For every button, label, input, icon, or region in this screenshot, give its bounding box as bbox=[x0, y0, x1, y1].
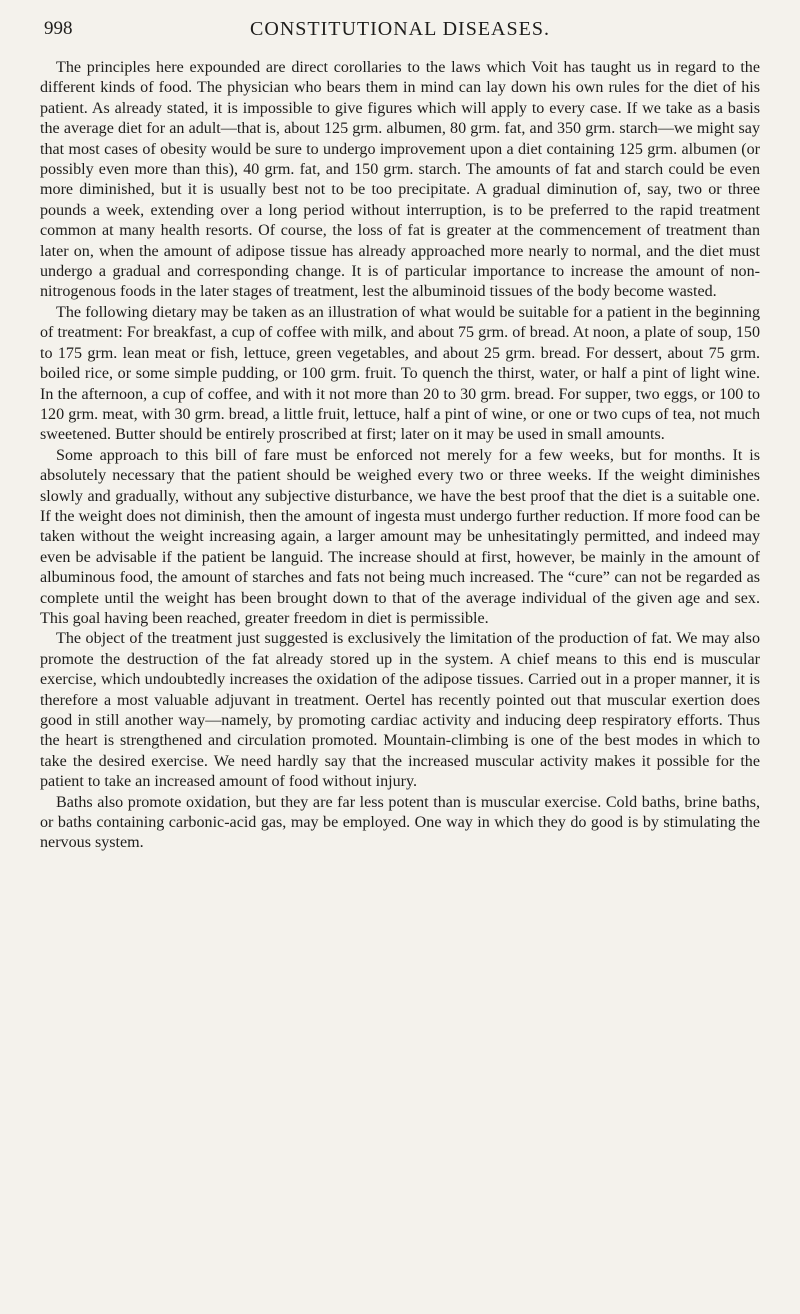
book-page bbox=[40, 8, 760, 854]
page-number: 998 bbox=[44, 18, 73, 39]
paragraph-sample-dietary: The following dietary may be taken as an illustration of what would be suitable for a patient in the beginning of treatment: For breakfast, a cup of coffee with milk, and about 75 grm. of bread. At noon, a plate of soup, 150 to 175 grm. lean meat or fish, lettuce, green vegetables, and about 25 grm. bread. For dessert, about 75 grm. boiled rice, or some simple pudding, or 100 grm. fruit. To quench the thirst, water, or half a pint of light wine. In the afternoon, a cup of coffee, and with it not more than 20 to 30 grm. bread. For supper, two eggs, or 100 to 120 grm. meat, with 30 grm. bread, a little fruit, lettuce, half a pint of wine, or one or two cups of tea, not much sweetened. Butter should be entirely proscribed at first; later on it may be used in small amounts. bbox=[40, 303, 760, 444]
paragraph-baths: Baths also promote oxidation, but they are far less potent than is muscular exercise. Cold baths, brine baths, or baths containing carbonic-acid gas, may be employed. One way in which they do good is by stimulating the nervous system. bbox=[40, 793, 760, 852]
paragraph-muscular-exercise: The object of the treatment just suggested is exclusively the limitation of the production of fat. We may also promote the destruction of the fat already stored up in the system. A chief means to this end is muscular exercise, which undoubtedly increases the oxidation of the adipose tissues. Carried out in a proper manner, it is therefore a most valuable adjuvant in treatment. Oertel has recently pointed out that muscular exertion does good in still another way—namely, by promoting cardiac activity and inducing deep respiratory efforts. Thus the heart is strengthened and circulation promoted. Mountain-climbing is one of the best modes in which to take the desired exercise. We need hardly say that the increased muscular activity makes it possible for the patient to take an increased amount of food without injury. bbox=[40, 630, 760, 791]
running-head bbox=[40, 8, 760, 44]
paragraph-weighing-regimen: Some approach to this bill of fare must be enforced not merely for a few weeks, but for months. It is absolutely necessary that the patient should be weighed every two or three weeks. If the weight diminishes slowly and gradually, without any subjective disturbance, we have the best proof that the diet is a suitable one. If the weight does not diminish, then the amount of ingesta must undergo further reduction. If more food can be taken without the weight increasing again, a larger amount may be unhesitatingly permitted, and indeed may even be advisable if the patient be languid. The increase should at first, however, be mainly in the amount of albuminous food, the amount of starches and fats not being much increased. The “cure” can not be regarded as complete until the weight has been brought down to that of the average individual of the given age and sex. This goal having been reached, greater freedom in diet is permissible. bbox=[40, 446, 760, 627]
paragraph-diet-principles: The principles here expounded are direct corollaries to the laws which Voit has taught us in regard to the different kinds of food. The physician who bears them in mind can lay down his own rules for the diet of his patient. As already stated, it is impossible to give figures which will apply to every case. If we take as a basis the average diet for an adult—that is, about 125 grm. albumen, 80 grm. fat, and 350 grm. starch—we might say that most cases of obesity would be sure to undergo improvement upon a diet containing 125 grm. albumen (or possibly even more than this), 40 grm. fat, and 150 grm. starch. The amounts of fat and starch could be even more diminished, but it is usually best not to be too precipitate. A gradual diminution of, say, two or three pounds a week, extending over a long period without interruption, is to be preferred to the rapid treatment common at many health resorts. Of course, the loss of fat is greater at the commencement of treatment than later on, when the amount of adipose tissue has already approached more nearly to normal, and the diet must undergo a gradual and corresponding change. It is of particular importance to increase the amount of non-nitrogenous foods in the later stages of treatment, lest the albuminoid tissues of the body become wasted. bbox=[40, 59, 760, 301]
body-text bbox=[40, 58, 760, 854]
running-title: CONSTITUTIONAL DISEASES. bbox=[250, 18, 550, 40]
